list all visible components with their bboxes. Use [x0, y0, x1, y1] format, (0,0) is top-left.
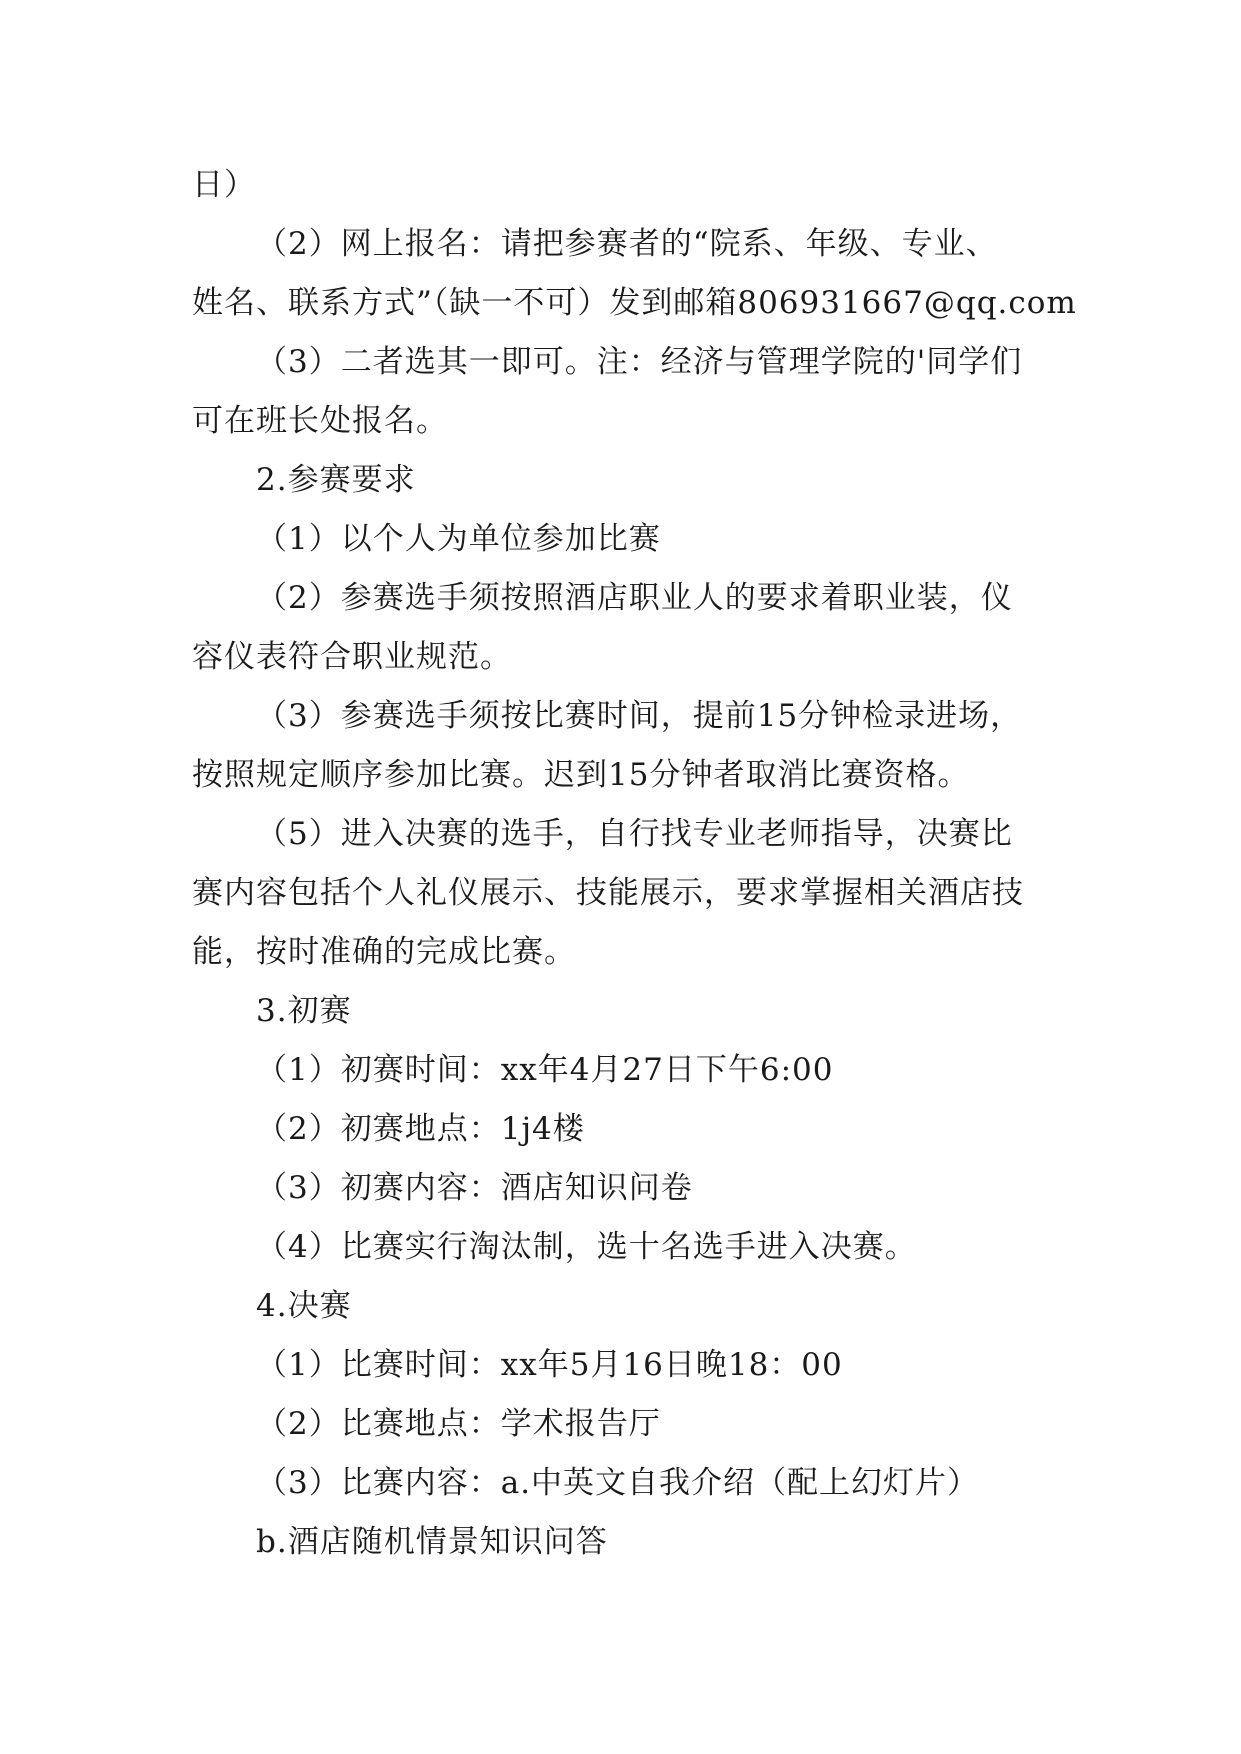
text-line: 可在班长处报名。 — [192, 403, 448, 439]
text-line: （3）比赛内容：a.中英文自我介绍（配上幻灯片） — [256, 1465, 980, 1501]
text-line: （3）二者选其一即可。注：经济与管理学院的'同学们 — [256, 344, 1023, 380]
text-line: （2）网上报名：请把参赛者的“院系、年级、专业、 — [256, 226, 998, 262]
text-line: 赛内容包括个人礼仪展示、技能展示，要求掌握相关酒店技 — [192, 875, 1024, 911]
text-line: （2）参赛选手须按照酒店职业人的要求着职业装，仪 — [256, 580, 1013, 616]
text-line: 姓名、联系方式”（缺一不可）发到邮箱806931667@qq.com — [192, 285, 1077, 321]
document-body — [192, 156, 1077, 1572]
text-line: （2）比赛地点：学术报告厅 — [256, 1406, 661, 1442]
text-line: 按照规定顺序参加比赛。迟到15分钟者取消比赛资格。 — [192, 757, 970, 793]
text-line: 4.决赛 — [256, 1288, 352, 1324]
text-line: 2.参赛要求 — [256, 462, 416, 498]
text-line: 日） — [192, 167, 256, 203]
text-line: b.酒店随机情景知识问答 — [256, 1524, 608, 1560]
text-line: （5）进入决赛的选手，自行找专业老师指导，决赛比 — [256, 816, 1013, 852]
text-line: （1）比赛时间：xx年5月16日晚18：00 — [256, 1347, 843, 1383]
text-line: （2）初赛地点：1j4楼 — [256, 1111, 585, 1147]
text-line: （1）初赛时间：xx年4月27日下午6:00 — [256, 1052, 834, 1088]
text-line: 3.初赛 — [256, 993, 352, 1029]
text-line: （3）初赛内容：酒店知识问卷 — [256, 1170, 693, 1206]
text-line: 容仪表符合职业规范。 — [192, 639, 512, 675]
text-line: （3）参赛选手须按比赛时间，提前15分钟检录进场， — [256, 698, 1023, 734]
text-line: （4）比赛实行淘汰制，选十名选手进入决赛。 — [256, 1229, 917, 1265]
text-line: （1）以个人为单位参加比赛 — [256, 521, 661, 557]
text-line: 能，按时准确的完成比赛。 — [192, 934, 576, 970]
